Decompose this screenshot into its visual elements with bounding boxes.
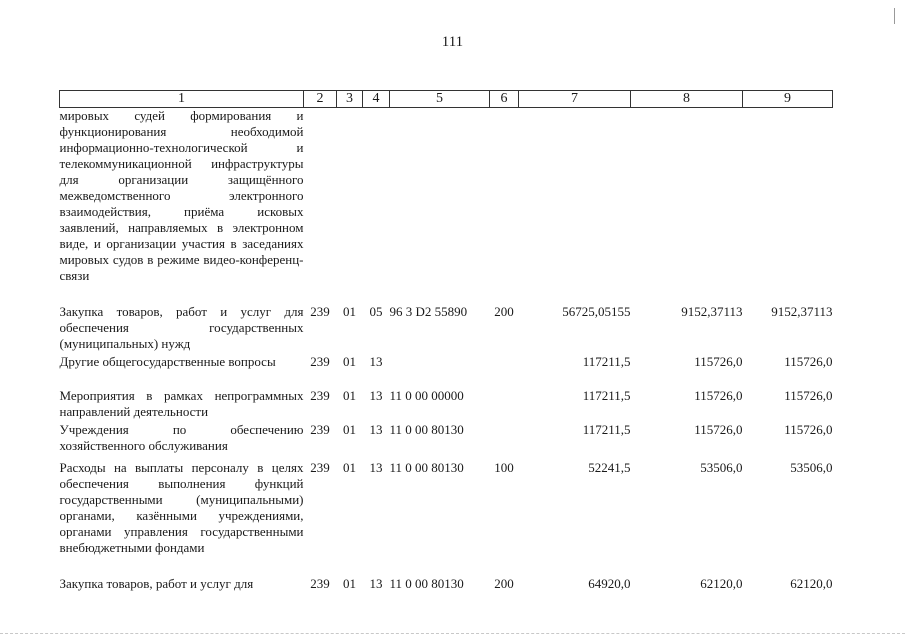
- cell-amount-2: 9152,37113: [681, 303, 743, 319]
- cell-section: 01: [343, 353, 356, 369]
- cell-subsection: 13: [369, 459, 383, 475]
- row-description: Закупка товаров, работ и услуг для: [59, 575, 254, 591]
- cell-target-article: 11 0 00 80130: [389, 421, 464, 437]
- cell-section: 01: [343, 575, 356, 591]
- cell-expense-type: [490, 422, 519, 460]
- cell-target-article: 11 0 00 80130: [389, 575, 464, 591]
- cell-code: 239: [310, 575, 330, 591]
- table-row: [60, 354, 833, 388]
- cell-amount-1: 117211,5: [582, 353, 631, 369]
- cell-code: 239: [310, 459, 330, 475]
- cell-amount-2: 53506,0: [700, 459, 743, 475]
- cell-amount-2: 62120,0: [700, 575, 743, 591]
- table-row: [60, 388, 833, 422]
- cell-amount-2: 115726,0: [694, 387, 743, 403]
- cell-subsection: [363, 108, 390, 304]
- cell-amount-2: 115726,0: [694, 353, 743, 369]
- header-cell-3: 3: [337, 91, 363, 108]
- cell-subsection: 13: [369, 421, 383, 437]
- cell-amount-3: 9152,37113: [771, 303, 833, 319]
- cell-section: 01: [343, 459, 356, 475]
- table-header-row: [60, 91, 833, 108]
- cell-code: 239: [310, 421, 330, 437]
- cell-target-article: 96 3 D2 55890: [389, 303, 468, 319]
- cell-target-article: 11 0 00 80130: [389, 459, 464, 475]
- page-number: 111: [441, 34, 464, 50]
- cell-expense-type: 100: [494, 459, 514, 475]
- cell-amount-3: 115726,0: [784, 387, 833, 403]
- cell-amount-3: 62120,0: [790, 575, 833, 591]
- table-row: [60, 576, 833, 594]
- table-row: [60, 460, 833, 576]
- header-cell-4: 4: [363, 91, 390, 108]
- cell-amount-3: [743, 108, 833, 304]
- page-corner-mark: [886, 8, 895, 24]
- cell-code: 239: [310, 303, 330, 319]
- cell-expense-type: [490, 354, 519, 388]
- header-cell-6: 6: [490, 91, 519, 108]
- cell-amount-1: [519, 108, 631, 304]
- cell-amount-1: 56725,05155: [562, 303, 631, 319]
- table-row: [60, 108, 833, 304]
- cell-amount-3: 115726,0: [784, 421, 833, 437]
- cell-subsection: 05: [369, 303, 383, 319]
- cell-amount-3: 53506,0: [790, 459, 833, 475]
- row-description: Учреждения по обеспечению хозяйственного обслуживания: [59, 421, 304, 453]
- cell-amount-1: 117211,5: [582, 387, 631, 403]
- row-description: Закупка товаров, работ и услуг для обеспечения государственных (муниципальных) нужд: [59, 303, 304, 351]
- table-row: [60, 422, 833, 460]
- cell-code: [304, 108, 337, 304]
- header-cell-8: 8: [631, 91, 743, 108]
- row-description: мировых судей формирования и функционирования необходимой информационно-технологической и телекоммуникационной инфраструктуры для организации защищённого межведомственного электронного взаимодействия, приёма исковых заявлений, направляемых в электронном виде, и организации участия в заседаниях мировых судов в режиме видео-конференц-связи: [59, 108, 304, 283]
- cell-expense-type: [490, 108, 519, 304]
- cell-section: 01: [343, 387, 356, 403]
- cell-expense-type: 200: [494, 575, 514, 591]
- cell-expense-type: 200: [494, 303, 514, 319]
- cell-amount-1: 52241,5: [588, 459, 631, 475]
- cell-expense-type: [490, 388, 519, 422]
- header-cell-9: 9: [743, 91, 833, 108]
- header-cell-7: 7: [519, 91, 631, 108]
- cell-target-article: 11 0 00 00000: [389, 387, 464, 403]
- row-description: Мероприятия в рамках непрограммных направлений деятельности: [59, 387, 304, 419]
- cell-section: 01: [343, 421, 356, 437]
- cell-section: [337, 108, 363, 304]
- cell-subsection: 13: [369, 575, 383, 591]
- row-description: Другие общегосударственные вопросы: [59, 353, 276, 369]
- cell-code: 239: [310, 353, 330, 369]
- cell-code: 239: [310, 387, 330, 403]
- cell-subsection: 13: [369, 353, 383, 369]
- cell-amount-1: 117211,5: [582, 421, 631, 437]
- row-description: Расходы на выплаты персоналу в целях обеспечения выполнения функций государственными (муниципальными) органами, казёнными учреждениями, органами управления государственными внебюджетными фондами: [59, 459, 304, 555]
- cell-target-article: [390, 354, 490, 388]
- table-row: [60, 304, 833, 354]
- header-cell-5: 5: [390, 91, 490, 108]
- cell-target-article: [390, 108, 490, 304]
- header-cell-2: 2: [304, 91, 337, 108]
- page-bottom-edge: [0, 633, 905, 634]
- cell-amount-2: 115726,0: [694, 421, 743, 437]
- cell-section: 01: [343, 303, 356, 319]
- cell-amount-1: 64920,0: [588, 575, 631, 591]
- cell-amount-2: [631, 108, 743, 304]
- cell-amount-3: 115726,0: [784, 353, 833, 369]
- budget-table: [59, 90, 833, 594]
- header-cell-1: 1: [60, 91, 304, 108]
- cell-subsection: 13: [369, 387, 383, 403]
